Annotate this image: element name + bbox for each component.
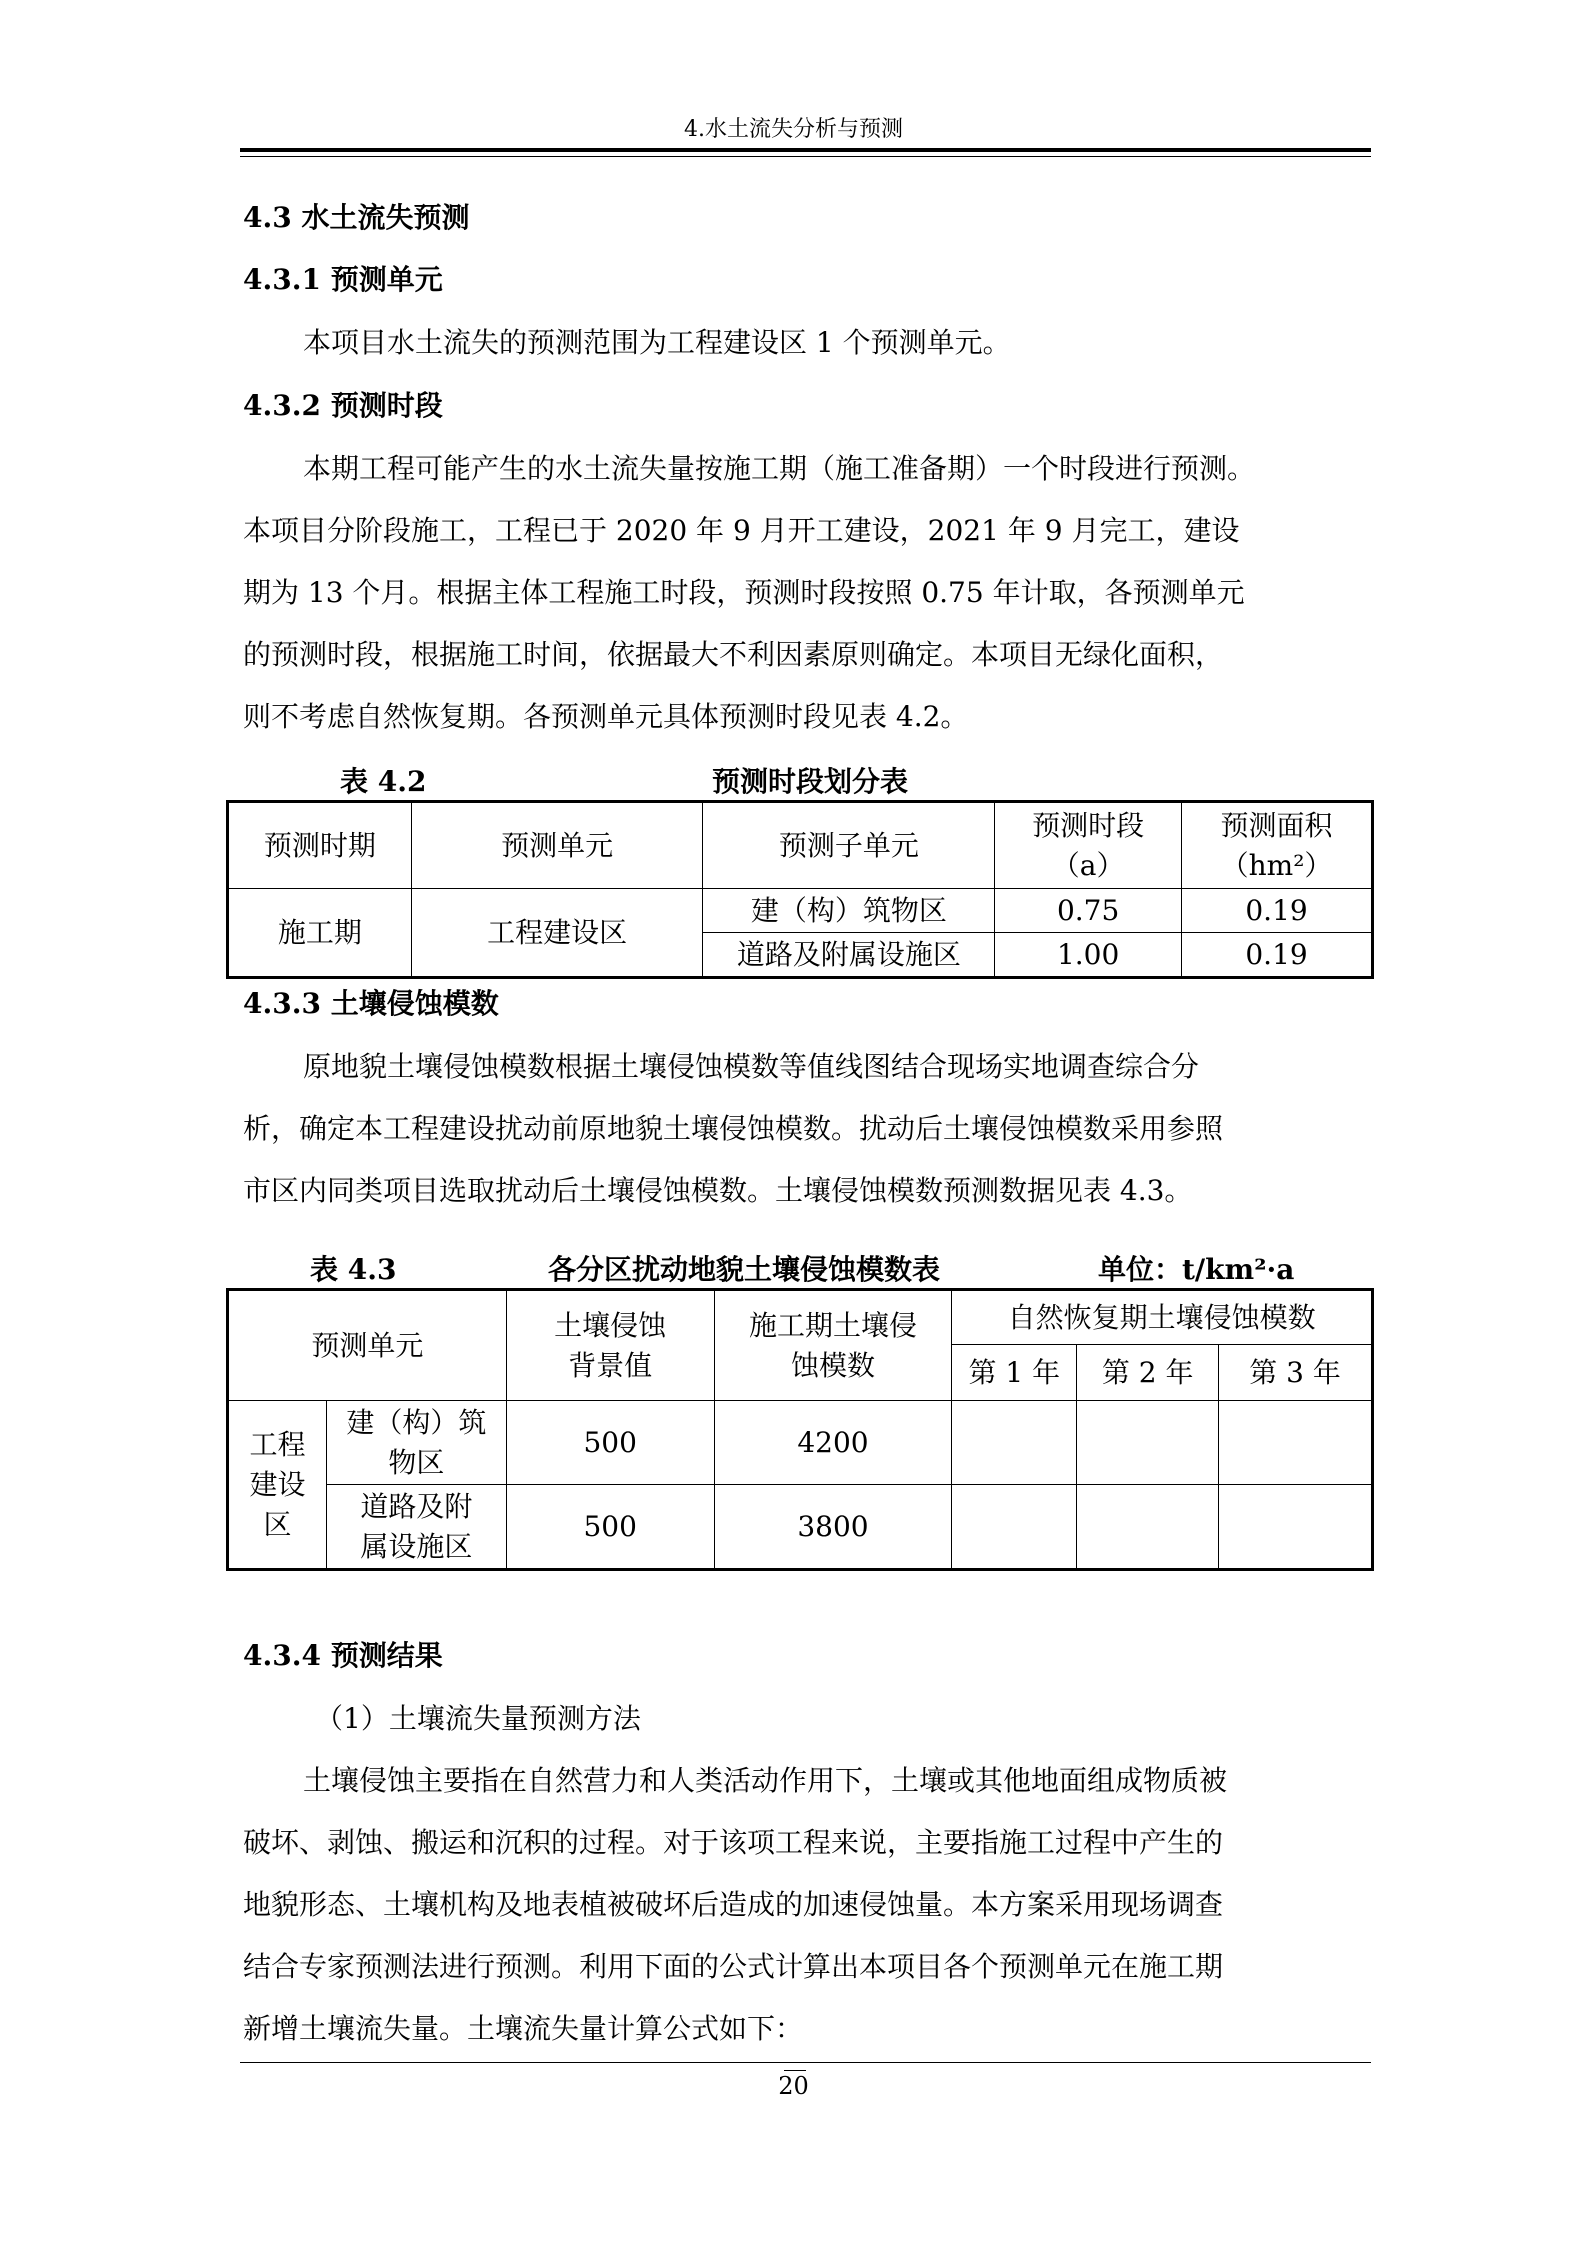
table-cell: [952, 1401, 1077, 1485]
table-cell: [1077, 1401, 1219, 1485]
table-header-cell: [1182, 803, 1372, 889]
header-line: 背景值: [568, 1348, 653, 1382]
paragraph-line: 结合专家预测法进行预测。利用下面的公式计算出本项目各个预测单元在施工期: [243, 1950, 1224, 1983]
table-cell: 500: [506, 1401, 714, 1485]
table-cell: 建（构）筑物区: [703, 889, 995, 933]
paragraph-4-3-1: 本项目水土流失的预测范围为工程建设区 1 个预测单元。: [303, 326, 1011, 359]
table-4-2-label: 表 4.2: [340, 765, 427, 798]
table-cell: [1219, 1401, 1372, 1485]
table-header-cell: 第 1 年: [952, 1345, 1077, 1401]
table-header-cell: 预测单元: [411, 803, 703, 889]
cell-line: 建（构）筑: [346, 1405, 487, 1439]
table-header-cell: 第 2 年: [1077, 1345, 1219, 1401]
table-cell: [326, 1401, 506, 1485]
header-unit: （hm²）: [1220, 848, 1333, 882]
group-line: 建设: [249, 1467, 306, 1501]
table-cell: [326, 1485, 506, 1569]
table-header-cell: [506, 1291, 714, 1401]
paragraph-line: 的预测时段，根据施工时间，依据最大不利因素原则确定。本项目无绿化面积，: [243, 638, 1224, 671]
paragraph-4-3-4: [243, 1750, 1371, 2060]
header-line: 施工期土壤侵: [748, 1308, 917, 1342]
header-rule-thick: [240, 148, 1371, 152]
group-line: 工程: [249, 1427, 306, 1461]
table-header-cell: 预测单元: [229, 1291, 507, 1401]
section-heading-4-3-1: 4.3.1 预测单元: [243, 263, 443, 296]
table-4-2-title: 预测时段划分表: [712, 765, 909, 798]
table-4-3-title: 各分区扰动地貌土壤侵蚀模数表: [548, 1253, 941, 1286]
table-cell: 500: [506, 1485, 714, 1569]
section-heading-4-3: 4.3 水土流失预测: [243, 201, 470, 234]
table-cell-group: [229, 1401, 327, 1569]
table-header-cell: 预测时期: [229, 803, 412, 889]
table-cell: 4200: [714, 1401, 952, 1485]
table-cell-period: 施工期: [229, 889, 412, 977]
page-number: 20: [778, 2072, 809, 2100]
cell-line: 物区: [388, 1445, 445, 1479]
section-heading-4-3-4: 4.3.4 预测结果: [243, 1639, 443, 1672]
table-row: [229, 1401, 1372, 1485]
header-line: 蚀模数: [790, 1348, 875, 1382]
table-cell: 1.00: [995, 933, 1182, 977]
table-header-cell: 自然恢复期土壤侵蚀模数: [952, 1291, 1372, 1345]
table-4-3: [228, 1290, 1372, 1569]
running-header: 4.水土流失分析与预测: [684, 117, 903, 142]
page-number-bar: [784, 2070, 806, 2071]
section-heading-4-3-2: 4.3.2 预测时段: [243, 389, 443, 422]
table-cell: 0.75: [995, 889, 1182, 933]
paragraph-line: 期为 13 个月。根据主体工程施工时段，预测时段按照 0.75 年计取，各预测单元: [243, 576, 1245, 609]
header-unit: （a）: [1051, 848, 1125, 882]
paragraph-line: 市区内同类项目选取扰动后土壤侵蚀模数。土壤侵蚀模数预测数据见表 4.3。: [243, 1174, 1193, 1207]
table-row: [229, 1485, 1372, 1569]
subheading-method: （1）土壤流失量预测方法: [315, 1702, 641, 1735]
table-cell: [952, 1485, 1077, 1569]
table-cell: 0.19: [1182, 889, 1372, 933]
table-header-cell: [995, 803, 1182, 889]
paragraph-line: 原地貌土壤侵蚀模数根据土壤侵蚀模数等值线图结合现场实地调查综合分: [303, 1050, 1200, 1083]
table-cell-unit: 工程建设区: [411, 889, 703, 977]
table-cell: [1219, 1485, 1372, 1569]
group-line: 区: [263, 1507, 292, 1541]
table-4-3-label: 表 4.3: [310, 1253, 397, 1286]
table-4-3-unit: 单位：t/km²·a: [1098, 1253, 1295, 1286]
table-cell: 0.19: [1182, 933, 1372, 977]
header-line: 土壤侵蚀: [554, 1308, 667, 1342]
header-line: 预测面积: [1220, 808, 1333, 842]
cell-line: 道路及附: [360, 1489, 473, 1523]
paragraph-line: 析，确定本工程建设扰动前原地貌土壤侵蚀模数。扰动后土壤侵蚀模数采用参照: [243, 1112, 1224, 1145]
paragraph-line: 破坏、剥蚀、搬运和沉积的过程。对于该项工程来说，主要指施工过程中产生的: [243, 1826, 1224, 1859]
table-cell: 3800: [714, 1485, 952, 1569]
header-line: 预测时段: [1032, 808, 1145, 842]
table-header-cell: 第 3 年: [1219, 1345, 1372, 1401]
footer-rule: [240, 2062, 1371, 2063]
paragraph-line: 本期工程可能产生的水土流失量按施工期（施工准备期）一个时段进行预测。: [303, 452, 1256, 485]
header-rule-thin: [240, 156, 1371, 157]
paragraph-4-3-3: [243, 1036, 1371, 1222]
section-heading-4-3-3: 4.3.3 土壤侵蚀模数: [243, 987, 499, 1020]
table-row: [229, 889, 1372, 933]
cell-line: 属设施区: [360, 1529, 473, 1563]
paragraph-line: 地貌形态、土壤机构及地表植被破坏后造成的加速侵蚀量。本方案采用现场调查: [243, 1888, 1224, 1921]
paragraph-line: 本项目分阶段施工，工程已于 2020 年 9 月开工建设，2021 年 9 月完工，建设: [243, 514, 1240, 547]
paragraph-line: 新增土壤流失量。土壤流失量计算公式如下：: [243, 2012, 804, 2045]
table-header-cell: 预测子单元: [703, 803, 995, 889]
table-cell: [1077, 1485, 1219, 1569]
paragraph-4-3-2: [243, 438, 1371, 748]
table-header-cell: [714, 1291, 952, 1401]
table-cell: 道路及附属设施区: [703, 933, 995, 977]
paragraph-line: 土壤侵蚀主要指在自然营力和人类活动作用下，土壤或其他地面组成物质被: [303, 1764, 1228, 1797]
paragraph-line: 则不考虑自然恢复期。各预测单元具体预测时段见表 4.2。: [243, 700, 969, 733]
table-4-2: [228, 802, 1372, 977]
